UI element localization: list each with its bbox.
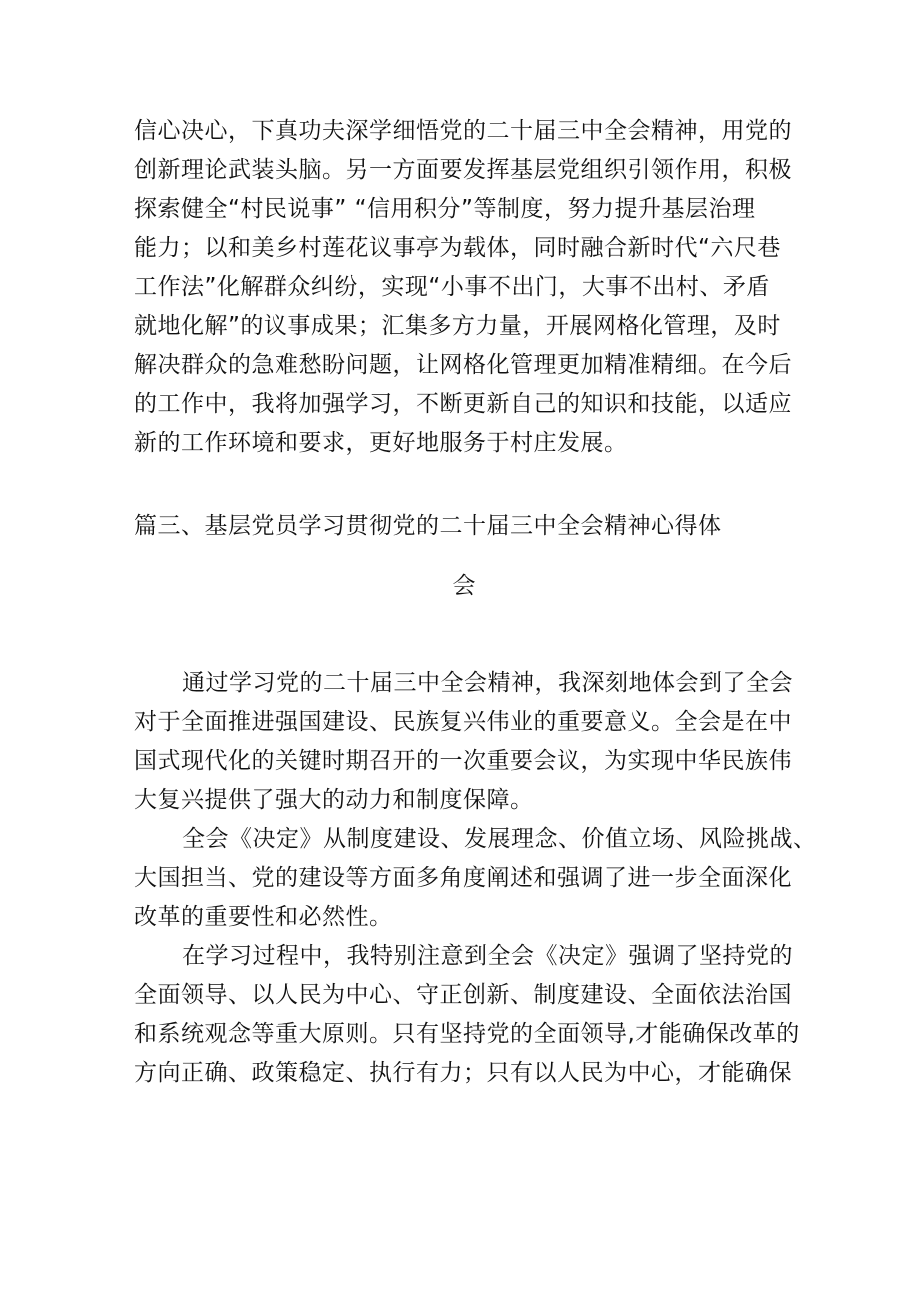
paragraph-3 — [134, 937, 800, 1093]
text-line: 全面领导、以人民为中心、守正创新、制度建设、全面依法治国 — [134, 982, 792, 1008]
text-line: 信心决心，下真功夫深学细悟党的二十届三中全会精神，用党的 — [134, 118, 792, 144]
text-line: 大国担当、党的建设等方面多角度阐述和强调了进一步全面深化 — [134, 865, 792, 891]
document-content — [134, 112, 817, 1093]
text-line: 通过学习党的二十届三中全会精神，我深刻地体会到了全会 — [182, 670, 793, 696]
text-line: 新的工作环境和要求，更好地服务于村庄发展。 — [134, 430, 628, 456]
text-line: 就地化解”的议事成果；汇集多方力量，开展网格化管理，及时 — [134, 313, 781, 339]
text-line: 大复兴提供了强大的动力和制度保障。 — [134, 787, 534, 813]
section-heading-line-1: 篇三、基层党员学习贯彻党的二十届三中全会精神心得体 — [134, 513, 722, 539]
text-line: 国式现代化的关键时期召开的一次重要会议，为实现中华民族伟 — [134, 748, 792, 774]
paragraph-2 — [134, 820, 817, 937]
text-line: 能力；以和美乡村莲花议事亭为载体，同时融合新时代“六尺巷 — [134, 235, 781, 261]
text-line: 的工作中，我将加强学习，不断更新自己的知识和技能，以适应 — [134, 391, 792, 417]
text-line: 解决群众的急难愁盼问题，让网格化管理更加精准精细。在今后 — [134, 352, 792, 378]
text-line: 和系统观念等重大原则。只有坚持党的全面领导,才能确保改革的 — [134, 1021, 800, 1047]
section-heading-line-2: 会 — [452, 573, 476, 599]
text-line: 对于全面推进强国建设、民族复兴伟业的重要意义。全会是在中 — [134, 709, 792, 735]
text-line: 工作法”化解群众纠纷，实现“小事不出门，大事不出村、矛盾 — [134, 274, 770, 300]
text-line: 探索健全“村民说事” “信用积分”等制度，努力提升基层治理 — [134, 196, 756, 222]
section-heading — [134, 507, 794, 606]
text-line: 全会《决定》从制度建设、发展理念、价值立场、风险挑战、 — [182, 826, 817, 852]
text-line: 改革的重要性和必然性。 — [134, 904, 393, 930]
section-body — [134, 664, 817, 1093]
continued-paragraph — [134, 112, 794, 463]
paragraph-1 — [134, 664, 794, 820]
text-line: 在学习过程中，我特别注意到全会《决定》强调了坚持党的 — [182, 943, 793, 969]
text-line: 方向正确、政策稳定、执行有力；只有以人民为中心，才能确保 — [134, 1060, 792, 1086]
text-line: 创新理论武装头脑。另一方面要发挥基层党组织引领作用，积极 — [134, 157, 792, 183]
